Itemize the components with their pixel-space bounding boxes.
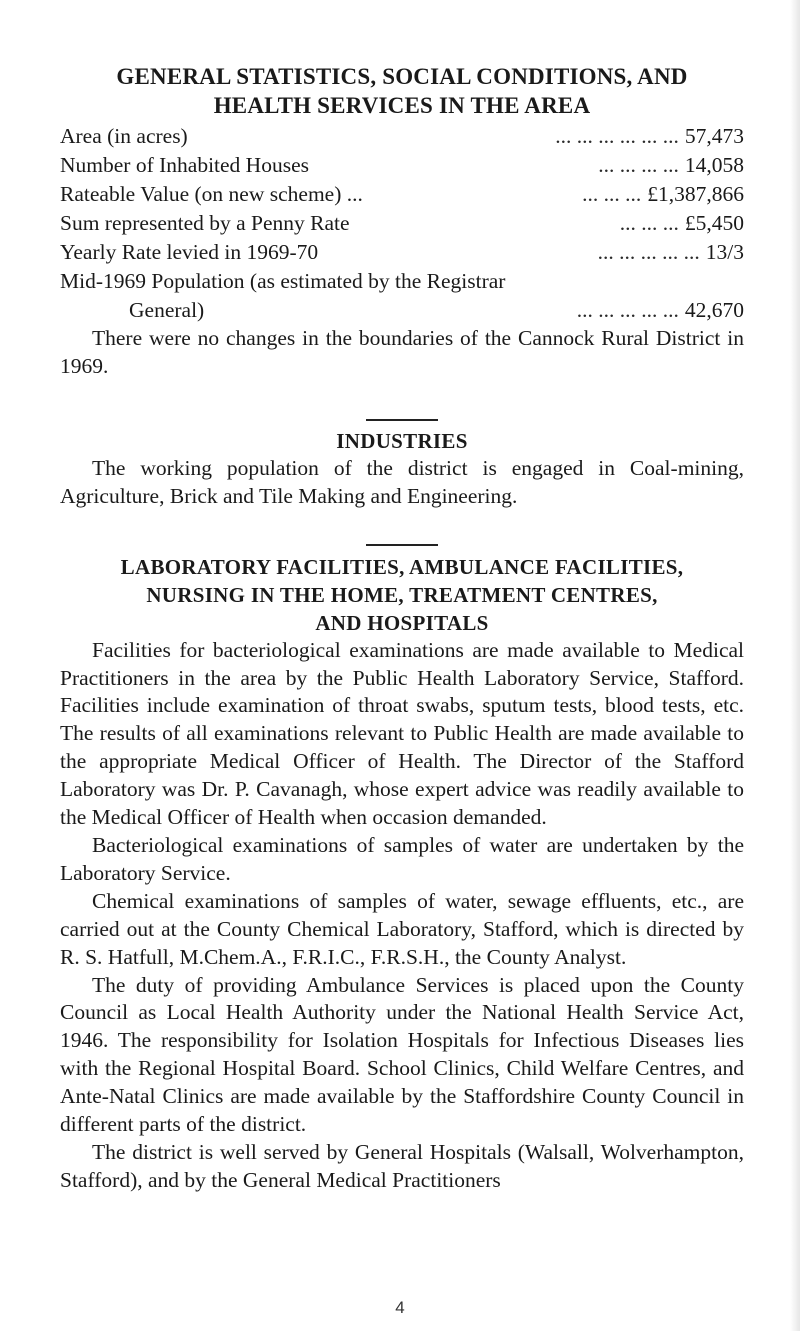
leader-dots: ... ... ... ... ... (576, 298, 679, 322)
facilities-heading-line-1: LABORATORY FACILITIES, AMBULANCE FACILITIES, (120, 554, 684, 579)
facilities-paragraph-5: The district is well served by General Hospitals (Walsall, Wolverhampton, Stafford), and by the General Medical Practitioners (60, 1139, 744, 1192)
stat-value: 42,670 (684, 298, 744, 322)
stat-row-population-label (60, 267, 744, 296)
stat-row-rateable-value (60, 180, 744, 209)
page-title-line-2: HEALTH SERVICES IN THE AREA (213, 93, 591, 118)
page-number: 4 (395, 1298, 405, 1317)
stat-value: £1,387,866 (647, 182, 744, 206)
stat-label: Area (in acres) (60, 124, 188, 148)
facilities-heading-line-3: AND HOSPITALS (315, 610, 489, 635)
stat-value: 57,473 (684, 124, 744, 148)
facilities-heading-line-2: NURSING IN THE HOME, TREATMENT CENTRES, (146, 582, 658, 607)
stat-label: Yearly Rate levied in 1969-70 (60, 240, 319, 264)
leader-dots: ... ... ... ... (598, 153, 679, 177)
statistics-list (60, 122, 744, 325)
stat-row-area (60, 122, 744, 151)
section-divider (366, 419, 438, 421)
facilities-paragraph-1: Facilities for bacteriological examinations are made available to Medical Practitioners in the area by the Public Health Laboratory Service, Stafford. Facilities include examination of throat swabs, sputum tests, blood tests, etc. The results of all examinations relevant to Public Health are made available to the appropriate Medical Officer of Health. The Director of the Stafford Laboratory was Dr. P. Cavanagh, whose expert advice was readily available to the Medical Officer of Health when occasion demanded. (60, 637, 744, 830)
leader-dots: ... ... ... (619, 211, 679, 235)
stat-row-population (60, 296, 744, 325)
stat-label: Number of Inhabited Houses (60, 153, 309, 177)
leader-dots: ... ... ... ... ... (597, 240, 700, 264)
document-page (60, 62, 744, 1195)
facilities-paragraph-2: Bacteriological examinations of samples of water are undertaken by the Laboratory Service. (60, 832, 744, 885)
page-title (60, 62, 744, 120)
page-title-line-1: GENERAL STATISTICS, SOCIAL CONDITIONS, AND (116, 64, 688, 89)
industries-paragraph: The working population of the district is engaged in Coal-mining, Agriculture, Brick and Tile Making and Engineering. (60, 455, 744, 508)
facilities-paragraph-3: Chemical examinations of samples of water, sewage effluents, etc., are carried out at the County Chemical Laboratory, Stafford, which is directed by R. S. Hatfull, M.Chem.A., F.R.I.C., F.R.S.H., the County Analyst. (60, 888, 744, 969)
stat-row-penny-rate (60, 209, 744, 238)
page-edge-shadow (790, 0, 800, 1331)
stat-label: Rateable Value (on new scheme) ... (60, 182, 363, 206)
facilities-paragraph-4: The duty of providing Ambulance Services is placed upon the County Council as Local Health Authority under the National Health Service Act, 1946. The responsibility for Isolation Hospitals for Infectious Diseases lies with the Regional Hospital Board. School Clinics, Child Welfare Centres, and Ante-Natal Clinics are made available by the Staffordshire County Council in different parts of the district. (60, 972, 744, 1137)
stat-label: General) (129, 298, 205, 322)
stat-value: 13/3 (705, 240, 744, 264)
facilities-heading (60, 553, 744, 637)
leader-dots: ... ... ... ... ... ... (555, 124, 679, 148)
stat-value: £5,450 (684, 211, 744, 235)
leader-dots: ... ... ... (582, 182, 642, 206)
section-divider (366, 544, 438, 546)
industries-heading: INDUSTRIES (336, 428, 468, 453)
stat-value: 14,058 (684, 153, 744, 177)
stat-label: Sum represented by a Penny Rate (60, 211, 350, 235)
stat-label: Mid-1969 Population (as estimated by the Registrar (60, 269, 506, 293)
stat-row-yearly-rate (60, 238, 744, 267)
boundaries-paragraph: There were no changes in the boundaries of the Cannock Rural District in 1969. (60, 326, 744, 378)
stat-row-houses (60, 151, 744, 180)
